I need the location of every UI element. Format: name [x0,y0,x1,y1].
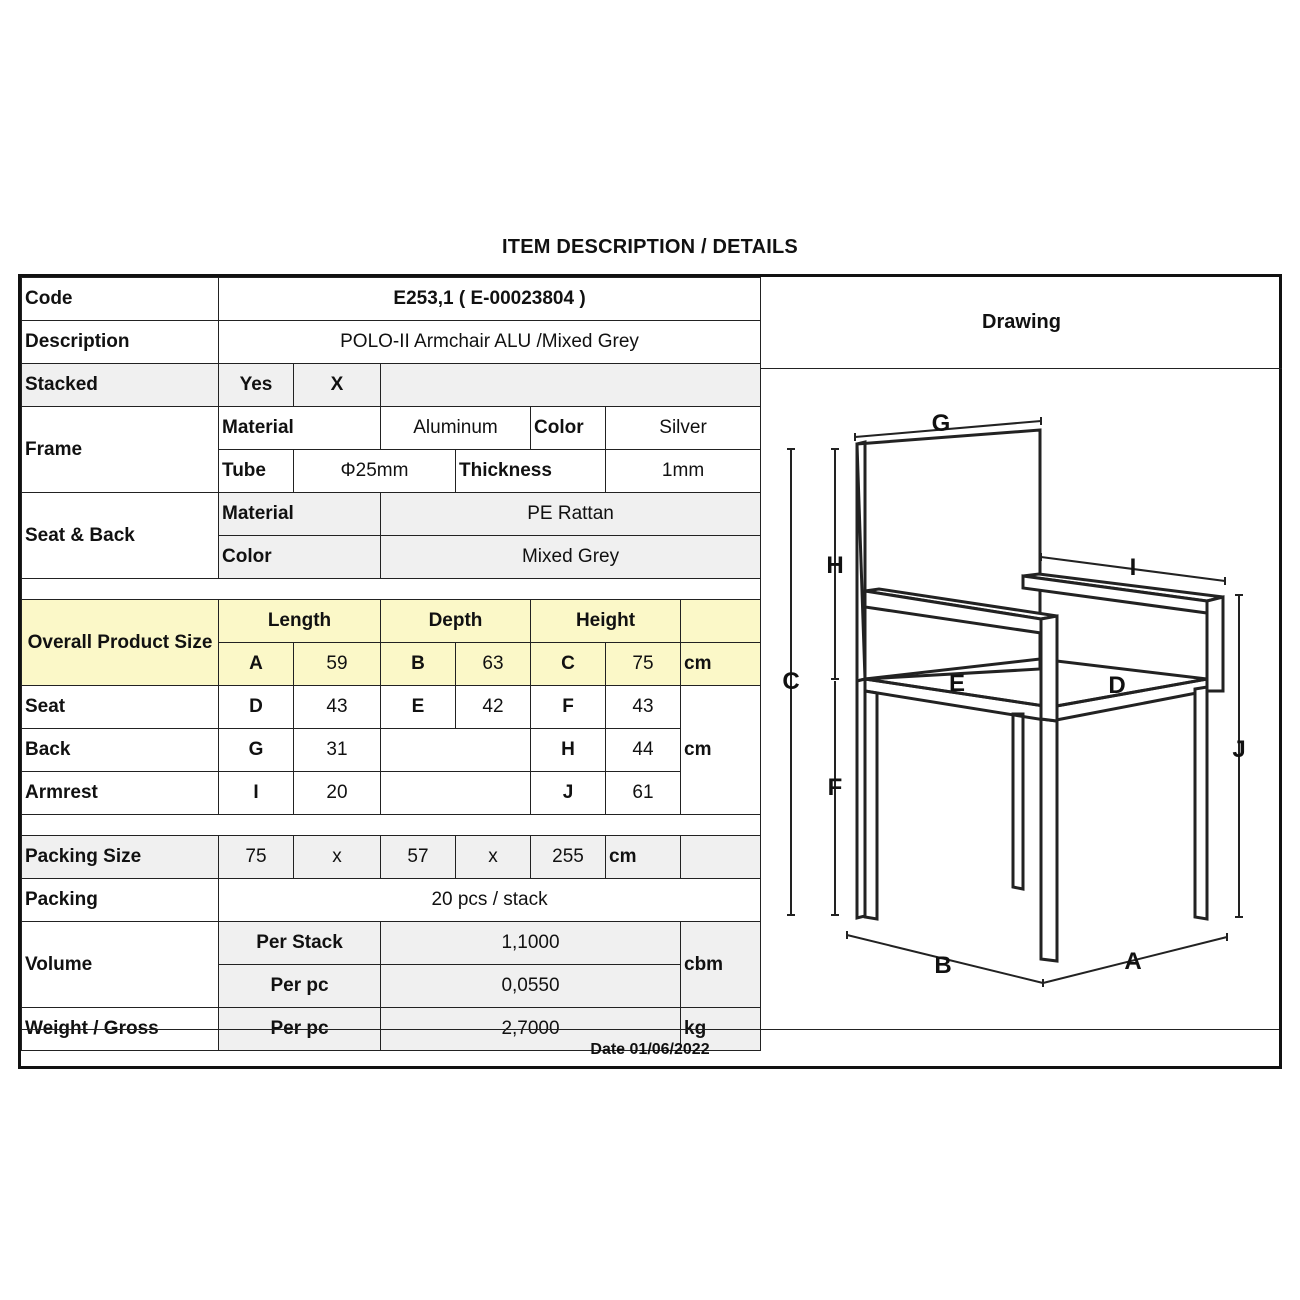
frame-tube-label: Tube [219,450,294,493]
height-label: Height [531,600,681,643]
frame-tube: Φ25mm [294,450,456,493]
f-value: 43 [606,686,681,729]
depth-label: Depth [381,600,531,643]
weight-unit: kg [681,1008,761,1051]
c-letter: C [531,643,606,686]
back-label: Back [22,729,219,772]
packing-empty [681,836,761,879]
seat-back-material: PE Rattan [381,493,761,536]
stacked-label: Stacked [22,364,219,407]
code-value: E253,1 ( E-00023804 ) [219,278,761,321]
per-stack-value: 1,1000 [381,922,681,965]
back-empty [381,729,531,772]
seat-back-label: Seat & Back [22,493,219,579]
weight-per-pc-label: Per pc [219,1008,381,1051]
e-value: 42 [456,686,531,729]
armrest-empty [381,772,531,815]
seat-label: Seat [22,686,219,729]
chair-drawing [761,369,1281,1029]
volume-per-pc-value: 0,0550 [381,965,681,1008]
i-letter: I [219,772,294,815]
armrest-label: Armrest [22,772,219,815]
overall-empty [681,600,761,643]
volume-label: Volume [22,922,219,1008]
seat-back-color: Mixed Grey [381,536,761,579]
length-label: Length [219,600,381,643]
letter-g: G [931,410,951,437]
drawing-area [760,369,1282,1029]
packing-label: Packing [22,879,219,922]
packing-width: 57 [381,836,456,879]
seat-back-color-label: Color [219,536,381,579]
i-value: 20 [294,772,381,815]
j-letter: J [531,772,606,815]
c-value: 75 [606,643,681,686]
frame-material-label: Material [219,407,381,450]
seat-back-material-label: Material [219,493,381,536]
g-letter: G [219,729,294,772]
letter-e: E [948,670,966,697]
d-value: 43 [294,686,381,729]
g-value: 31 [294,729,381,772]
packing-x1: x [294,836,381,879]
letter-i: I [1129,554,1137,581]
b-letter: B [381,643,456,686]
frame-thickness: 1mm [606,450,761,493]
letter-a: A [1124,948,1142,975]
packing-unit: cm [606,836,681,879]
spacer-row [22,815,761,836]
frame-color-label: Color [531,407,606,450]
f-letter: F [531,686,606,729]
packing-x2: x [456,836,531,879]
h-letter: H [531,729,606,772]
description-value: POLO-II Armchair ALU /Mixed Grey [219,321,761,364]
page-title: ITEM DESCRIPTION / DETAILS [502,236,798,258]
description-label: Description [22,321,219,364]
spec-table [21,277,761,1051]
d-letter: D [219,686,294,729]
overall-unit: cm [681,643,761,686]
per-stack-label: Per Stack [219,922,381,965]
dimensions-unit: cm [681,686,761,815]
footer-date: Date 01/06/2022 [21,1029,1279,1070]
j-value: 61 [606,772,681,815]
h-value: 44 [606,729,681,772]
e-letter: E [381,686,456,729]
weight-label: Weight / Gross [22,1008,219,1051]
packing-value: 20 pcs / stack [219,879,761,922]
overall-size-label: Overall Product Size [22,600,219,686]
weight-value: 2,7000 [381,1008,681,1051]
volume-per-pc-label: Per pc [219,965,381,1008]
spec-sheet [18,274,1282,1069]
stacked-empty [381,364,761,407]
packing-height: 255 [531,836,606,879]
packing-size-label: Packing Size [22,836,219,879]
letter-f: F [827,774,843,801]
letter-b: B [934,952,952,979]
code-label: Code [22,278,219,321]
frame-thickness-label: Thickness [456,450,606,493]
packing-length: 75 [219,836,294,879]
letter-c: C [782,668,800,695]
volume-unit: cbm [681,922,761,1008]
letter-j: J [1232,736,1246,763]
letter-h: H [826,552,844,579]
drawing-header: Drawing [760,277,1282,369]
frame-material: Aluminum [381,407,531,450]
letter-d: D [1108,672,1126,699]
stacked-yes: Yes [219,364,294,407]
a-value: 59 [294,643,381,686]
frame-color: Silver [606,407,761,450]
spacer-row [22,579,761,600]
a-letter: A [219,643,294,686]
frame-label: Frame [22,407,219,493]
b-value: 63 [456,643,531,686]
stacked-mark: X [294,364,381,407]
